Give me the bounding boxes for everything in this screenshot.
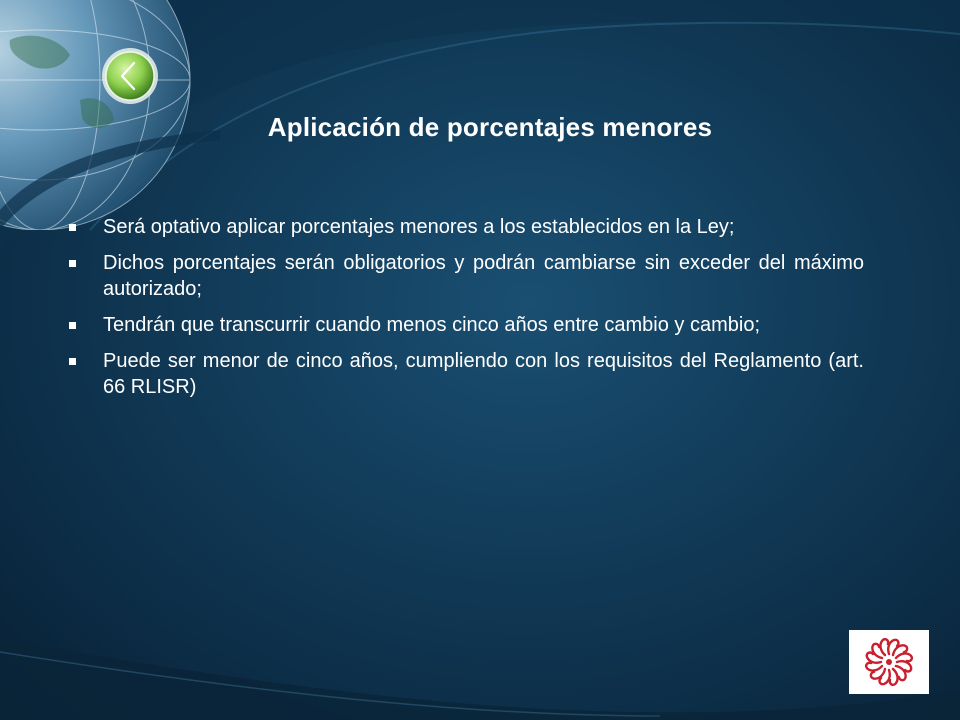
bullet-item: [66, 250, 864, 302]
square-bullet-icon: [69, 358, 76, 365]
emblem-logo: [849, 630, 929, 694]
emblem-logo-icon: [849, 630, 929, 694]
bottom-wave-decoration: [0, 600, 960, 720]
bullet-text: Dichos porcentajes serán obligatorios y podrán cambiarse sin exceder del máximo autorizado;: [103, 252, 864, 300]
slide-title: Aplicación de porcentajes menores: [267, 112, 713, 142]
bullet-text: Tendrán que transcurrir cuando menos cinco años entre cambio y cambio;: [103, 314, 761, 336]
bullet-text: Puede ser menor de cinco años, cumpliendo con los requisitos del Reglamento (art. 66 RLISR): [103, 350, 864, 398]
square-bullet-icon: [69, 224, 76, 231]
bullet-item: [66, 214, 864, 240]
bullet-item: [66, 348, 864, 400]
back-button[interactable]: [100, 46, 160, 106]
square-bullet-icon: [69, 322, 76, 329]
bullet-text: Será optativo aplicar porcentajes menores a los establecidos en la Ley;: [103, 216, 735, 238]
chevron-left-icon: [100, 46, 160, 106]
bullet-item: [66, 312, 864, 338]
bullet-list: [66, 214, 864, 410]
square-bullet-icon: [69, 260, 76, 267]
